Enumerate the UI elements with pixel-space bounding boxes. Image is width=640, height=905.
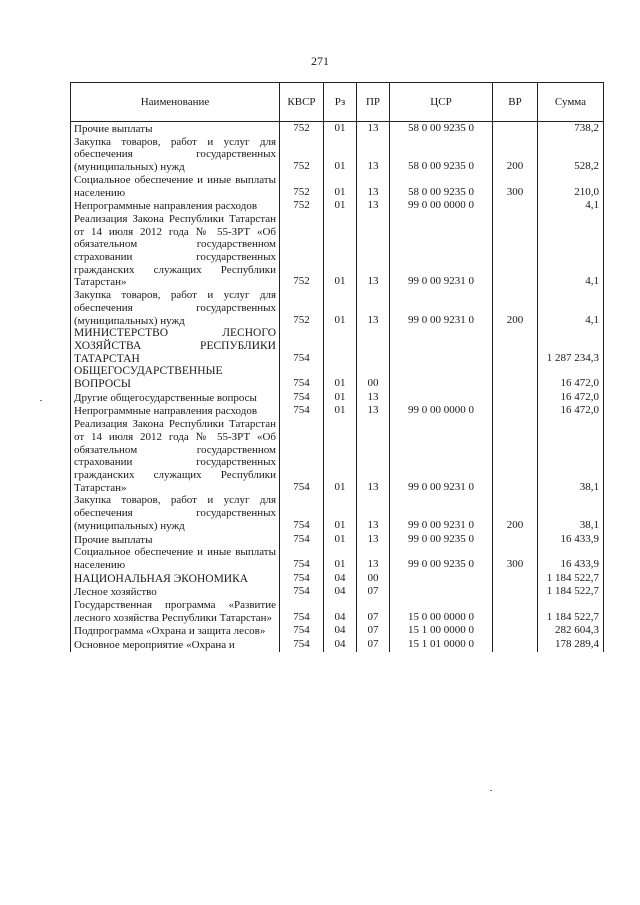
cell-rz: 04 xyxy=(324,585,357,599)
cell-vr xyxy=(493,624,538,638)
cell-name: Государственная программа «Развитие лесного хозяйства Республики Татарстан» xyxy=(71,599,280,624)
cell-sum: 16 433,9 xyxy=(538,533,604,547)
header-vr: ВР xyxy=(493,83,538,122)
cell-rz: 04 xyxy=(324,638,357,652)
cell-vr xyxy=(493,572,538,586)
cell-pr: 07 xyxy=(357,624,390,638)
header-kvsr: КВСР xyxy=(280,83,324,122)
table-row xyxy=(71,418,604,494)
cell-pr: 13 xyxy=(357,213,390,289)
scan-speck xyxy=(490,790,492,791)
header-sum: Сумма xyxy=(538,83,604,122)
cell-vr xyxy=(493,391,538,405)
cell-vr: 200 xyxy=(493,289,538,327)
cell-vr xyxy=(493,638,538,652)
cell-rz: 01 xyxy=(324,533,357,547)
table-header xyxy=(71,83,604,122)
cell-sum: 282 604,3 xyxy=(538,624,604,638)
cell-kvsr: 754 xyxy=(280,404,324,418)
cell-name: Реализация Закона Республики Татарстан от 14 июля 2012 года № 55-ЗРТ «Об обязательном государственном страховании государственных гражданских служащих Республики Татарстан» xyxy=(71,213,280,289)
page-number: 271 xyxy=(311,54,329,68)
cell-name: Непрограммные направления расходов xyxy=(71,199,280,213)
cell-csr: 99 0 00 9231 0 xyxy=(390,289,493,327)
table-row xyxy=(71,327,604,365)
cell-vr xyxy=(493,418,538,494)
cell-pr: 13 xyxy=(357,136,390,174)
cell-vr xyxy=(493,599,538,624)
cell-pr: 13 xyxy=(357,418,390,494)
table-body xyxy=(71,122,604,652)
cell-rz: 01 xyxy=(324,365,357,390)
cell-name: Прочие выплаты xyxy=(71,122,280,136)
cell-sum: 4,1 xyxy=(538,289,604,327)
cell-pr: 13 xyxy=(357,122,390,136)
cell-kvsr: 754 xyxy=(280,494,324,532)
cell-vr xyxy=(493,404,538,418)
cell-pr: 13 xyxy=(357,199,390,213)
header-csr: ЦСР xyxy=(390,83,493,122)
cell-sum: 16 433,9 xyxy=(538,546,604,571)
table-row xyxy=(71,199,604,213)
cell-rz: 01 xyxy=(324,122,357,136)
cell-name: Закупка товаров, работ и услуг для обеспечения государственных (муниципальных) нужд xyxy=(71,289,280,327)
cell-csr: 99 0 00 9235 0 xyxy=(390,546,493,571)
cell-pr: 00 xyxy=(357,365,390,390)
cell-rz: 01 xyxy=(324,174,357,199)
cell-vr: 300 xyxy=(493,546,538,571)
cell-sum: 16 472,0 xyxy=(538,404,604,418)
cell-kvsr: 754 xyxy=(280,327,324,365)
header-pr: ПР xyxy=(357,83,390,122)
cell-rz xyxy=(324,327,357,365)
table-row xyxy=(71,494,604,532)
scan-speck xyxy=(40,400,42,401)
cell-sum: 1 287 234,3 xyxy=(538,327,604,365)
table-row xyxy=(71,365,604,390)
table-row xyxy=(71,585,604,599)
table-row xyxy=(71,136,604,174)
cell-sum: 4,1 xyxy=(538,199,604,213)
cell-pr: 00 xyxy=(357,572,390,586)
cell-sum: 528,2 xyxy=(538,136,604,174)
cell-rz: 01 xyxy=(324,213,357,289)
cell-rz: 01 xyxy=(324,418,357,494)
cell-csr: 15 1 00 0000 0 xyxy=(390,624,493,638)
cell-vr xyxy=(493,213,538,289)
header-name: Наименование xyxy=(71,83,280,122)
cell-rz: 01 xyxy=(324,546,357,571)
cell-name: Социальное обеспечение и иные выплаты населению xyxy=(71,174,280,199)
cell-sum: 1 184 522,7 xyxy=(538,585,604,599)
cell-sum: 178 289,4 xyxy=(538,638,604,652)
cell-vr xyxy=(493,122,538,136)
cell-name: Подпрограмма «Охрана и защита лесов» xyxy=(71,624,280,638)
table-row xyxy=(71,638,604,652)
cell-kvsr: 752 xyxy=(280,289,324,327)
header-rz: Рз xyxy=(324,83,357,122)
cell-name: Другие общегосударственные вопросы xyxy=(71,391,280,405)
cell-pr xyxy=(357,327,390,365)
cell-csr: 99 0 00 0000 0 xyxy=(390,199,493,213)
cell-csr: 58 0 00 9235 0 xyxy=(390,122,493,136)
cell-pr: 13 xyxy=(357,289,390,327)
cell-name: Реализация Закона Республики Татарстан от 14 июля 2012 года № 55-ЗРТ «Об обязательном государственном страховании государственных гражданских служащих Республики Татарстан» xyxy=(71,418,280,494)
cell-csr: 58 0 00 9235 0 xyxy=(390,174,493,199)
cell-pr: 07 xyxy=(357,599,390,624)
cell-vr: 200 xyxy=(493,136,538,174)
cell-pr: 13 xyxy=(357,174,390,199)
cell-vr xyxy=(493,199,538,213)
cell-sum: 4,1 xyxy=(538,213,604,289)
cell-pr: 13 xyxy=(357,494,390,532)
cell-rz: 01 xyxy=(324,289,357,327)
budget-table xyxy=(70,82,604,652)
table-row xyxy=(71,213,604,289)
table-row xyxy=(71,174,604,199)
cell-kvsr: 754 xyxy=(280,585,324,599)
cell-rz: 01 xyxy=(324,494,357,532)
cell-csr: 99 0 00 9231 0 xyxy=(390,213,493,289)
cell-kvsr: 754 xyxy=(280,391,324,405)
cell-vr: 300 xyxy=(493,174,538,199)
cell-sum: 38,1 xyxy=(538,418,604,494)
table-row xyxy=(71,122,604,136)
cell-name: Закупка товаров, работ и услуг для обеспечения государственных (муниципальных) нужд xyxy=(71,136,280,174)
table-row xyxy=(71,533,604,547)
cell-name: Социальное обеспечение и иные выплаты населению xyxy=(71,546,280,571)
table-row xyxy=(71,599,604,624)
cell-kvsr: 754 xyxy=(280,638,324,652)
cell-name: Непрограммные направления расходов xyxy=(71,404,280,418)
cell-rz: 01 xyxy=(324,136,357,174)
cell-csr xyxy=(390,585,493,599)
cell-pr: 13 xyxy=(357,391,390,405)
cell-csr xyxy=(390,365,493,390)
cell-name: Прочие выплаты xyxy=(71,533,280,547)
cell-name: Основное мероприятие «Охрана и xyxy=(71,638,280,652)
cell-vr xyxy=(493,365,538,390)
cell-vr xyxy=(493,533,538,547)
cell-kvsr: 754 xyxy=(280,572,324,586)
cell-rz: 01 xyxy=(324,199,357,213)
table-row xyxy=(71,624,604,638)
cell-pr: 07 xyxy=(357,585,390,599)
table-row xyxy=(71,404,604,418)
table-row xyxy=(71,289,604,327)
cell-sum: 1 184 522,7 xyxy=(538,599,604,624)
cell-csr: 99 0 00 9235 0 xyxy=(390,533,493,547)
cell-pr: 13 xyxy=(357,404,390,418)
cell-rz: 01 xyxy=(324,404,357,418)
cell-kvsr: 752 xyxy=(280,213,324,289)
cell-vr xyxy=(493,327,538,365)
cell-csr: 99 0 00 0000 0 xyxy=(390,404,493,418)
cell-kvsr: 754 xyxy=(280,599,324,624)
cell-name: НАЦИОНАЛЬНАЯ ЭКОНОМИКА xyxy=(71,572,280,586)
cell-csr: 99 0 00 9231 0 xyxy=(390,418,493,494)
cell-csr: 99 0 00 9231 0 xyxy=(390,494,493,532)
cell-csr xyxy=(390,572,493,586)
table-row xyxy=(71,572,604,586)
cell-kvsr: 754 xyxy=(280,533,324,547)
table-row xyxy=(71,391,604,405)
cell-name: МИНИСТЕРСТВО ЛЕСНОГО ХОЗЯЙСТВА РЕСПУБЛИКИ ТАТАРСТАН xyxy=(71,327,280,365)
cell-kvsr: 752 xyxy=(280,174,324,199)
cell-sum: 16 472,0 xyxy=(538,365,604,390)
cell-sum: 38,1 xyxy=(538,494,604,532)
cell-rz: 01 xyxy=(324,391,357,405)
cell-sum: 1 184 522,7 xyxy=(538,572,604,586)
cell-kvsr: 752 xyxy=(280,199,324,213)
cell-kvsr: 754 xyxy=(280,546,324,571)
cell-vr: 200 xyxy=(493,494,538,532)
cell-name: Закупка товаров, работ и услуг для обеспечения государственных (муниципальных) нужд xyxy=(71,494,280,532)
cell-csr: 15 1 01 0000 0 xyxy=(390,638,493,652)
table-row xyxy=(71,546,604,571)
cell-kvsr: 754 xyxy=(280,418,324,494)
cell-kvsr: 752 xyxy=(280,122,324,136)
cell-csr: 15 0 00 0000 0 xyxy=(390,599,493,624)
cell-csr xyxy=(390,391,493,405)
cell-rz: 04 xyxy=(324,599,357,624)
cell-rz: 04 xyxy=(324,624,357,638)
cell-name: ОБЩЕГОСУДАРСТВЕННЫЕ ВОПРОСЫ xyxy=(71,365,280,390)
cell-sum: 16 472,0 xyxy=(538,391,604,405)
cell-csr: 58 0 00 9235 0 xyxy=(390,136,493,174)
cell-sum: 738,2 xyxy=(538,122,604,136)
cell-kvsr: 754 xyxy=(280,624,324,638)
cell-kvsr: 754 xyxy=(280,365,324,390)
cell-sum: 210,0 xyxy=(538,174,604,199)
cell-rz: 04 xyxy=(324,572,357,586)
cell-csr xyxy=(390,327,493,365)
cell-pr: 13 xyxy=(357,533,390,547)
cell-vr xyxy=(493,585,538,599)
cell-name: Лесное хозяйство xyxy=(71,585,280,599)
cell-kvsr: 752 xyxy=(280,136,324,174)
cell-pr: 07 xyxy=(357,638,390,652)
cell-pr: 13 xyxy=(357,546,390,571)
